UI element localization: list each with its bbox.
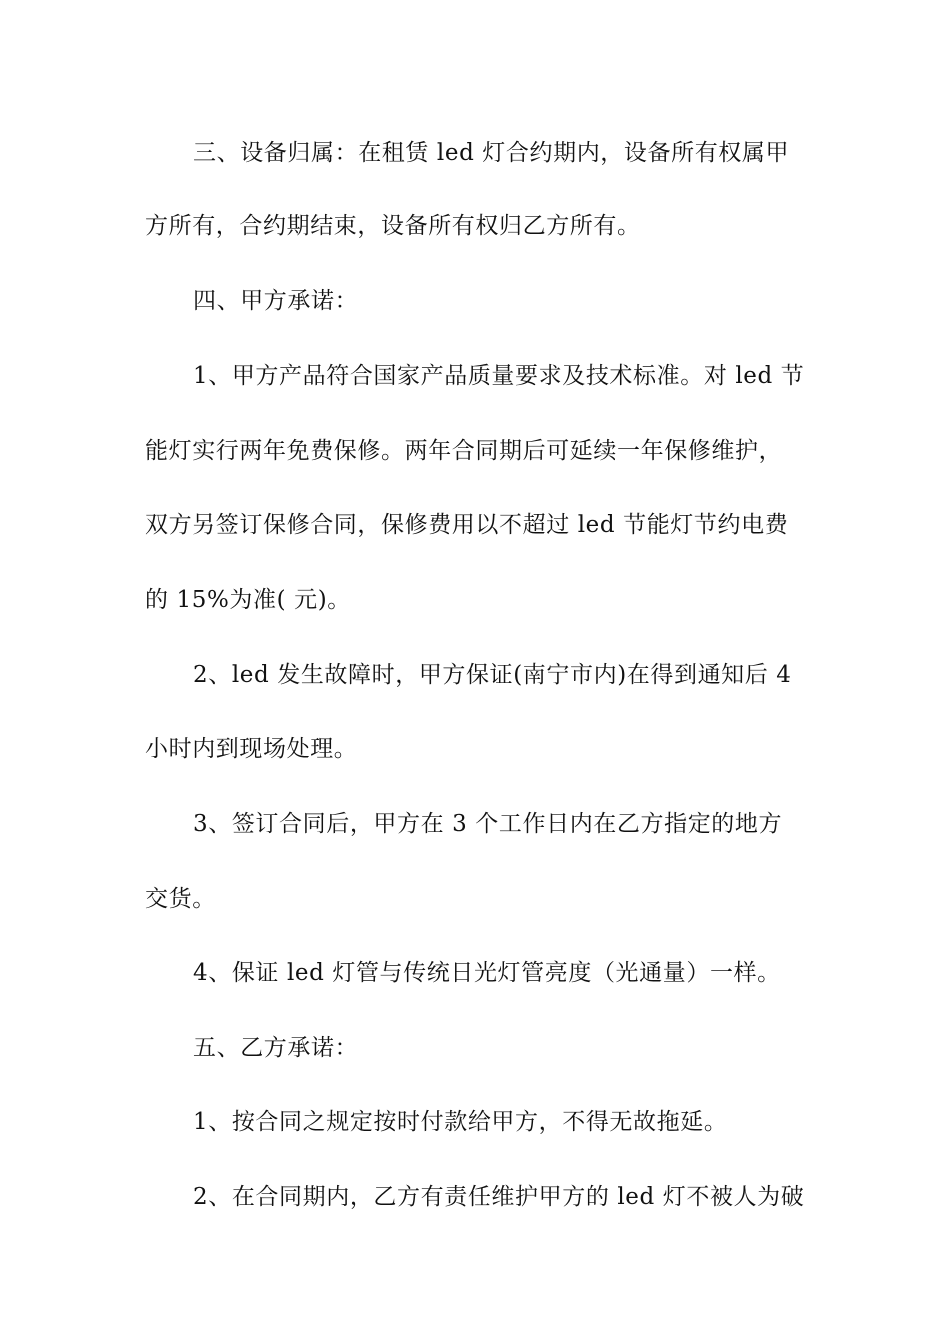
clause-3-equipment-ownership-line-1: 三、设备归属：在租赁 led 灯合约期内，设备所有权属甲 [193,140,790,166]
clause-4-item-1-line-3: 双方另签订保修合同，保修费用以不超过 led 节能灯节约电费 [145,512,789,538]
clause-3-equipment-ownership-line-2: 方所有，合约期结束，设备所有权归乙方所有。 [145,213,641,239]
clause-4-item-3-line-1: 3、签订合同后，甲方在 3 个工作日内在乙方指定的地方 [193,811,783,837]
clause-4-item-3-line-2: 交货。 [145,886,216,912]
clause-4-item-4: 4、保证 led 灯管与传统日光灯管亮度（光通量）一样。 [193,960,781,986]
clause-4-item-2-line-1: 2、led 发生故障时，甲方保证(南宁市内)在得到通知后 4 [193,662,792,688]
clause-4-item-1-line-1: 1、甲方产品符合国家产品质量要求及技术标准。对 led 节 [193,363,805,389]
clause-4-item-1-line-2: 能灯实行两年免费保修。两年合同期后可延续一年保修维护， [145,438,783,464]
clause-4-item-1-line-4: 的 15%为准( 元)。 [145,587,351,613]
clause-5-item-2-line-1: 2、在合同期内，乙方有责任维护甲方的 led 灯不被人为破 [193,1184,805,1210]
clause-5-heading: 五、乙方承诺： [193,1035,359,1061]
clause-5-item-1: 1、按合同之规定按时付款给甲方，不得无故拖延。 [193,1109,728,1135]
clause-4-heading: 四、甲方承诺： [193,288,359,314]
clause-4-item-2-line-2: 小时内到现场处理。 [145,736,358,762]
